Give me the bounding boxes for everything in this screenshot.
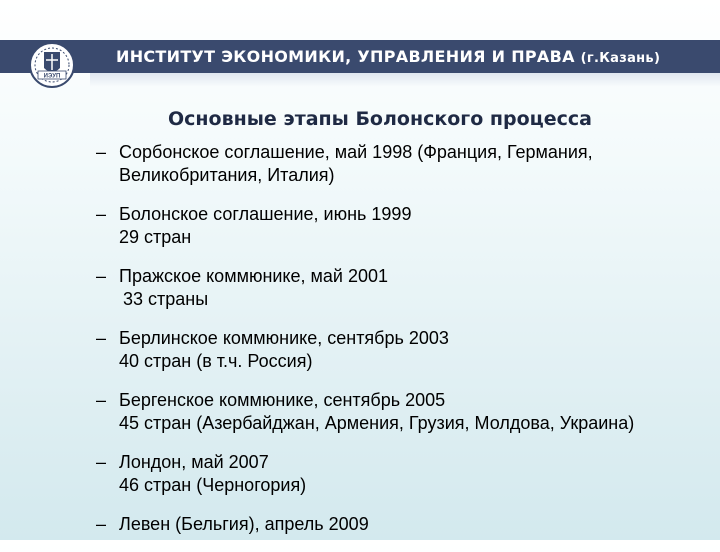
item-line1: Бергенское коммюнике, сентябрь 2005 xyxy=(119,390,446,410)
item-line1: Болонское соглашение, июнь 1999 xyxy=(119,204,412,224)
list-item xyxy=(96,327,711,373)
dash-bullet: – xyxy=(96,142,107,162)
item-line2: 40 стран (в т.ч. Россия) xyxy=(119,351,313,371)
item-line1: Сорбонское соглашение, май 1998 (Франция, Германия, xyxy=(119,142,593,162)
bologna-stages-list xyxy=(96,141,711,552)
dash-bullet: – xyxy=(96,514,107,534)
dash-bullet: – xyxy=(96,204,107,224)
slide-title: Основные этапы Болонского процесса xyxy=(168,108,592,130)
list-item xyxy=(96,513,711,536)
dash-bullet: – xyxy=(96,452,107,472)
list-item xyxy=(96,141,711,187)
item-line2: 46 стран (Черногория) xyxy=(119,475,307,495)
item-line1: Левен (Бельгия), апрель 2009 xyxy=(119,514,369,534)
item-line2: 29 стран xyxy=(119,227,192,247)
item-line2: Великобритания, Италия) xyxy=(119,165,335,185)
list-item xyxy=(96,265,711,311)
header-shadow xyxy=(90,73,720,87)
item-line1: Берлинское коммюнике, сентябрь 2003 xyxy=(119,328,449,348)
institute-emblem-icon xyxy=(22,38,82,98)
item-line2: 33 страны xyxy=(123,289,209,309)
institute-name: ИНСТИТУТ ЭКОНОМИКИ, УПРАВЛЕНИЯ И ПРАВА xyxy=(116,47,575,66)
item-line1: Лондон, май 2007 xyxy=(119,452,269,472)
header-title xyxy=(116,40,660,73)
list-item xyxy=(96,389,711,435)
list-item xyxy=(96,451,711,497)
institute-city: (г.Казань) xyxy=(580,51,661,66)
list-item xyxy=(96,203,711,249)
dash-bullet: – xyxy=(96,390,107,410)
logo-text: ИЭУП xyxy=(43,73,61,80)
dash-bullet: – xyxy=(96,266,107,286)
item-line1: Пражское коммюнике, май 2001 xyxy=(119,266,389,286)
dash-bullet: – xyxy=(96,328,107,348)
item-line2: 45 стран (Азербайджан, Армения, Грузия, Молдова, Украина) xyxy=(119,413,635,433)
